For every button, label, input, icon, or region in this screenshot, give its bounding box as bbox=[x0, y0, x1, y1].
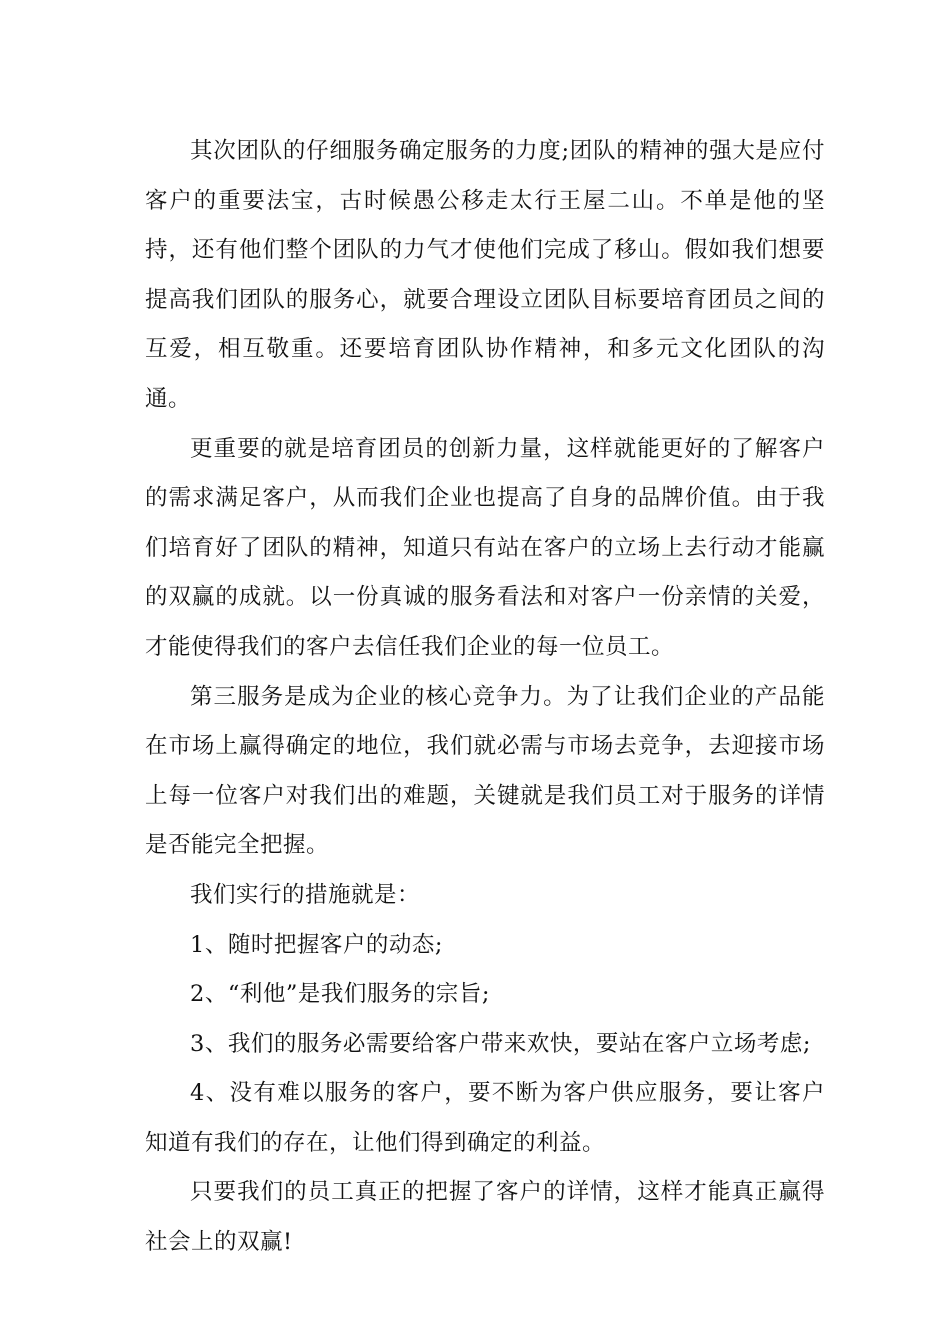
paragraph-measures-intro: 我们实行的措施就是： bbox=[190, 881, 421, 908]
paragraph-core-competitiveness: 第三服务是成为企业的核心竞争力。为了让我们企业的产品能在市场上赢得确定的地位，我们就必需与市场去竞争，去迎接市场上每一位客户对我们出的难题，关键就是我们员工对于服务的详情是否能完全把握。 bbox=[145, 683, 825, 859]
list-item-measure-1: 1、随时把握客户的动态; bbox=[190, 931, 443, 958]
document-body bbox=[145, 127, 825, 1268]
list-item-measure-4: 4、没有难以服务的客户，要不断为客户供应服务，要让客户知道有我们的存在，让他们得到确定的利益。 bbox=[145, 1080, 825, 1156]
list-item-measure-2: 2、“利他”是我们服务的宗旨; bbox=[190, 981, 490, 1008]
paragraph-conclusion: 只要我们的员工真正的把握了客户的详情，这样才能真正赢得社会上的双赢! bbox=[145, 1179, 825, 1256]
paragraph-innovation: 更重要的就是培育团员的创新力量，这样就能更好的了解客户的需求满足客户，从而我们企业也提高了自身的品牌价值。由于我们培育好了团队的精神，知道只有站在客户的立场上去行动才能赢的双赢的成就。以一份真诚的服务看法和对客户一份亲情的关爱，才能使得我们的客户去信任我们企业的每一位员工。 bbox=[145, 435, 825, 660]
paragraph-team-service: 其次团队的仔细服务确定服务的力度;团队的精神的强大是应付客户的重要法宝，古时候愚公移走太行王屋二山。不单是他的坚持，还有他们整个团队的力气才使他们完成了移山。假如我们想要提高我们团队的服务心，就要合理设立团队目标要培育团员之间的互爱，相互敬重。还要培育团队协作精神，和多元文化团队的沟通。 bbox=[145, 138, 825, 412]
list-item-measure-3: 3、我们的服务必需要给客户带来欢快，要站在客户立场考虑; bbox=[190, 1030, 811, 1057]
